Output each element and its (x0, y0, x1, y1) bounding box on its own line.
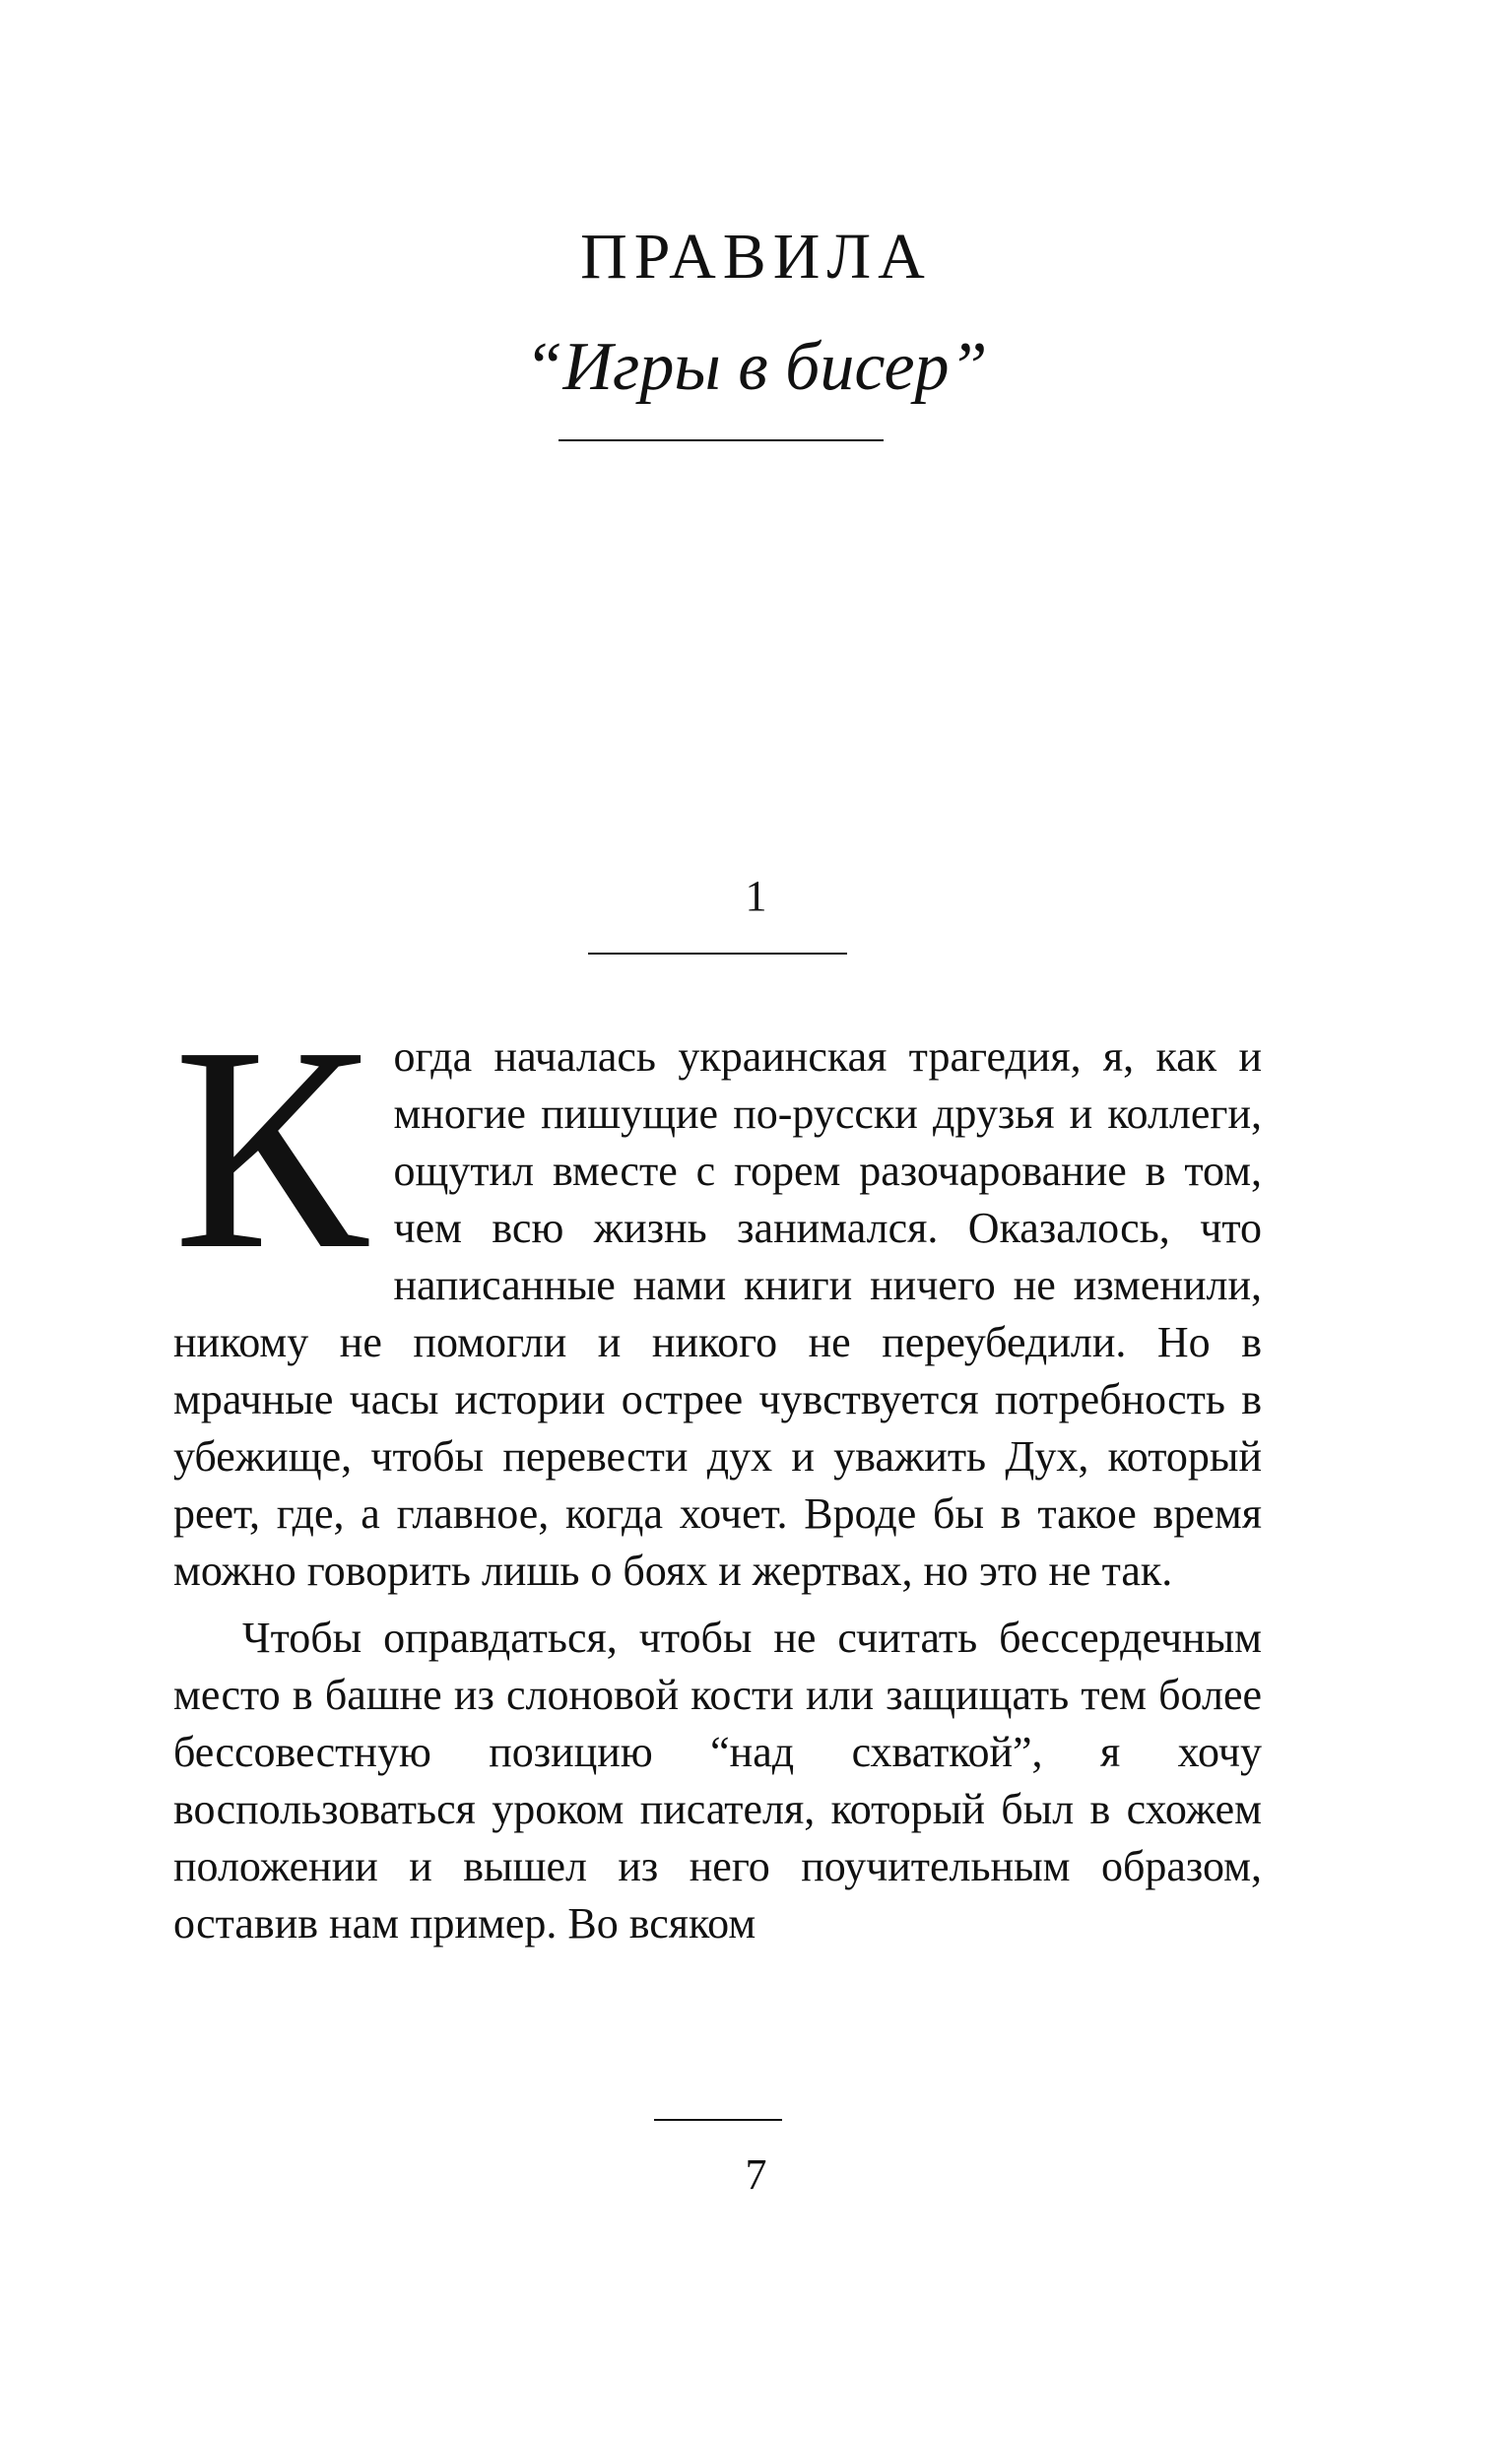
body-text (173, 987, 1262, 1952)
paragraph-1 (173, 987, 1262, 1600)
drop-cap: К (173, 987, 368, 1310)
footer-divider (654, 2119, 782, 2121)
paragraph-2: Чтобы оправдаться, чтобы не считать бессердечным место в башне из слоновой кости или защищать тем более бессовестную позицию “над схваткой”, я хочу воспользоваться уроком писателя, который был в схожем положении и вышел из него поучительным образом, оставив нам пример. Во всяком (173, 1614, 1262, 1948)
paragraph-1-text: огда началась украинская трагедия, я, как и многие пишущие по-русски друзья и коллеги, ощутил вместе с горем разочарование в том, чем всю жизнь занимался. Оказалось, что написанные нами книги ничего не изменили, никому не помогли и никого не переубедили. Но в мрачные часы истории острее чувствуется потребность в убежище, чтобы перевести дух и уважить Дух, который реет, где, а главное, когда хочет. Вроде бы в такое время можно говорить лишь о боях и жертвах, но это не так. (173, 1032, 1262, 1595)
chapter-title: ПРАВИЛА (580, 221, 932, 293)
title-divider (559, 439, 884, 441)
page-number: 7 (745, 2150, 767, 2199)
section-divider (588, 953, 847, 955)
chapter-subtitle: “Игры в бисер” (524, 329, 988, 405)
section-number: 1 (745, 872, 767, 920)
